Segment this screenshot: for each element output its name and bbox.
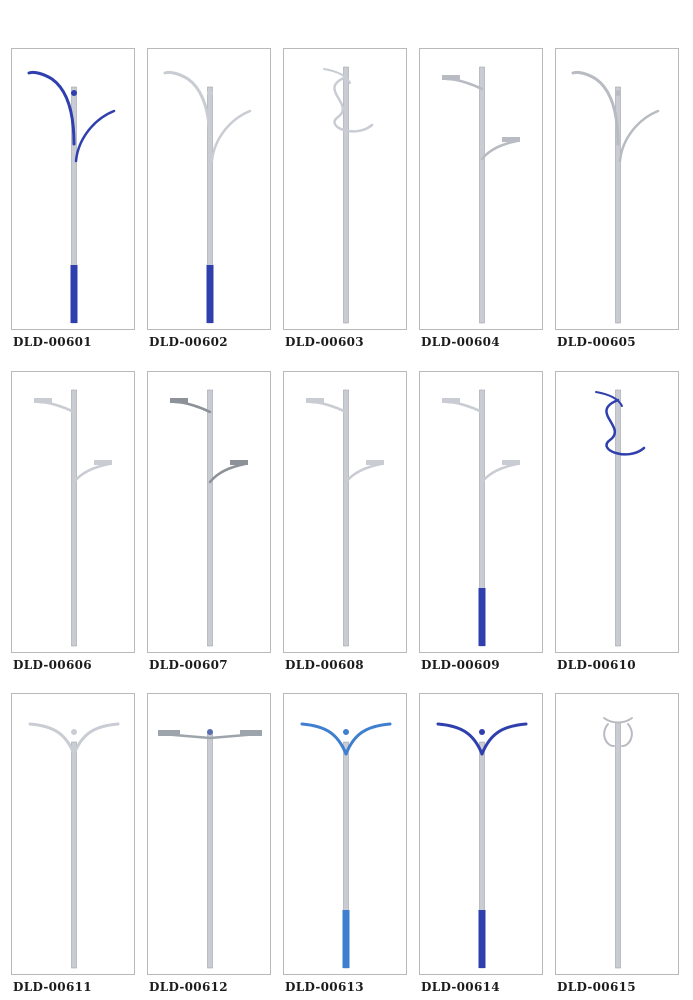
ornament-right-loop <box>622 724 632 746</box>
product-code-label: DLD-00610 <box>557 658 636 672</box>
product-card[interactable] <box>147 693 271 975</box>
product-code-label: DLD-00604 <box>421 335 500 349</box>
street-lamp-illustration <box>148 694 270 974</box>
pole-shaft <box>208 732 213 968</box>
upper-arm <box>311 402 346 412</box>
pole-finial <box>479 729 485 735</box>
right-y-arm <box>346 724 390 754</box>
pole-finial <box>71 729 77 735</box>
product-card[interactable] <box>419 693 543 975</box>
street-lamp-illustration <box>12 694 134 974</box>
product-card[interactable] <box>555 693 679 975</box>
lower-curved-arm <box>620 111 658 161</box>
pole-shaft <box>616 722 621 968</box>
pole-base-sleeve <box>71 265 78 323</box>
product-code-label: DLD-00608 <box>285 658 364 672</box>
product-card[interactable] <box>11 693 135 975</box>
pole-shaft <box>480 67 485 323</box>
product-code-label: DLD-00606 <box>13 658 92 672</box>
lower-curved-arm <box>212 111 250 161</box>
lower-lamp-head <box>94 460 112 465</box>
upper-curved-arm <box>573 72 618 144</box>
product-code-label: DLD-00601 <box>13 335 92 349</box>
spiral-arm <box>334 77 372 131</box>
spiral-arm <box>606 400 644 454</box>
lower-lamp-head <box>230 460 248 465</box>
pole-base-sleeve <box>343 910 350 968</box>
pole-finial <box>207 729 213 735</box>
upper-arm <box>175 402 210 412</box>
upper-lamp-head <box>34 398 52 403</box>
product-code-label: DLD-00612 <box>149 980 228 994</box>
product-code-label: DLD-00611 <box>13 980 92 994</box>
product-card[interactable] <box>555 371 679 653</box>
upper-lamp-head <box>306 398 324 403</box>
street-lamp-illustration <box>12 372 134 652</box>
product-card[interactable] <box>147 48 271 330</box>
lower-arm <box>482 141 517 159</box>
street-lamp-illustration <box>148 372 270 652</box>
lower-lamp-head <box>366 460 384 465</box>
pole-shaft <box>344 390 349 646</box>
street-lamp-illustration <box>556 372 678 652</box>
pole-shaft <box>616 390 621 646</box>
lower-arm <box>482 464 517 482</box>
pole-shaft <box>208 390 213 646</box>
left-y-arm <box>438 724 482 754</box>
upper-arm <box>447 402 482 412</box>
street-lamp-illustration <box>284 694 406 974</box>
upper-lamp-head <box>170 398 188 403</box>
product-card[interactable] <box>11 371 135 653</box>
street-lamp-illustration <box>284 49 406 329</box>
street-lamp-illustration <box>420 49 542 329</box>
product-code-label: DLD-00614 <box>421 980 500 994</box>
product-card[interactable] <box>147 371 271 653</box>
lower-arm <box>346 464 381 482</box>
product-card[interactable] <box>419 371 543 653</box>
right-y-arm <box>74 724 118 754</box>
lower-arm <box>210 464 245 482</box>
product-code-label: DLD-00602 <box>149 335 228 349</box>
pole-shaft <box>72 390 77 646</box>
product-card[interactable] <box>555 48 679 330</box>
product-code-label: DLD-00609 <box>421 658 500 672</box>
upper-lamp-head <box>442 75 460 80</box>
street-lamp-illustration <box>148 49 270 329</box>
product-code-label: DLD-00605 <box>557 335 636 349</box>
street-lamp-illustration <box>420 372 542 652</box>
lower-lamp-head <box>502 460 520 465</box>
street-lamp-illustration <box>556 49 678 329</box>
street-lamp-illustration <box>556 694 678 974</box>
left-y-arm <box>30 724 74 754</box>
product-code-label: DLD-00603 <box>285 335 364 349</box>
right-lamp-head <box>240 730 262 736</box>
left-y-arm <box>302 724 346 754</box>
pole-base-sleeve <box>479 588 486 646</box>
ornament-left-loop <box>604 724 614 746</box>
pole-finial <box>615 90 621 96</box>
street-lamp-illustration <box>284 372 406 652</box>
lower-lamp-head <box>502 137 520 142</box>
lower-curved-arm <box>76 111 114 161</box>
product-code-label: DLD-00615 <box>557 980 636 994</box>
pole-base-sleeve <box>479 910 486 968</box>
product-code-label: DLD-00607 <box>149 658 228 672</box>
product-card[interactable] <box>283 48 407 330</box>
pole-finial <box>71 90 77 96</box>
left-lamp-head <box>158 730 180 736</box>
product-card[interactable] <box>419 48 543 330</box>
upper-curved-arm <box>165 72 210 144</box>
product-code-label: DLD-00613 <box>285 980 364 994</box>
pole-base-sleeve <box>207 265 214 323</box>
upper-arm <box>447 79 482 89</box>
upper-curved-arm <box>29 72 74 144</box>
upper-lamp-head <box>442 398 460 403</box>
upper-arm <box>39 402 74 412</box>
right-y-arm <box>482 724 526 754</box>
pole-finial <box>343 729 349 735</box>
product-card[interactable] <box>283 371 407 653</box>
pole-shaft <box>72 742 77 968</box>
product-card[interactable] <box>11 48 135 330</box>
ornament-crossbar <box>604 718 632 723</box>
street-lamp-illustration <box>420 694 542 974</box>
product-card[interactable] <box>283 693 407 975</box>
street-lamp-illustration <box>12 49 134 329</box>
pole-shaft <box>344 67 349 323</box>
pole-finial <box>207 90 213 96</box>
lower-arm <box>74 464 109 482</box>
